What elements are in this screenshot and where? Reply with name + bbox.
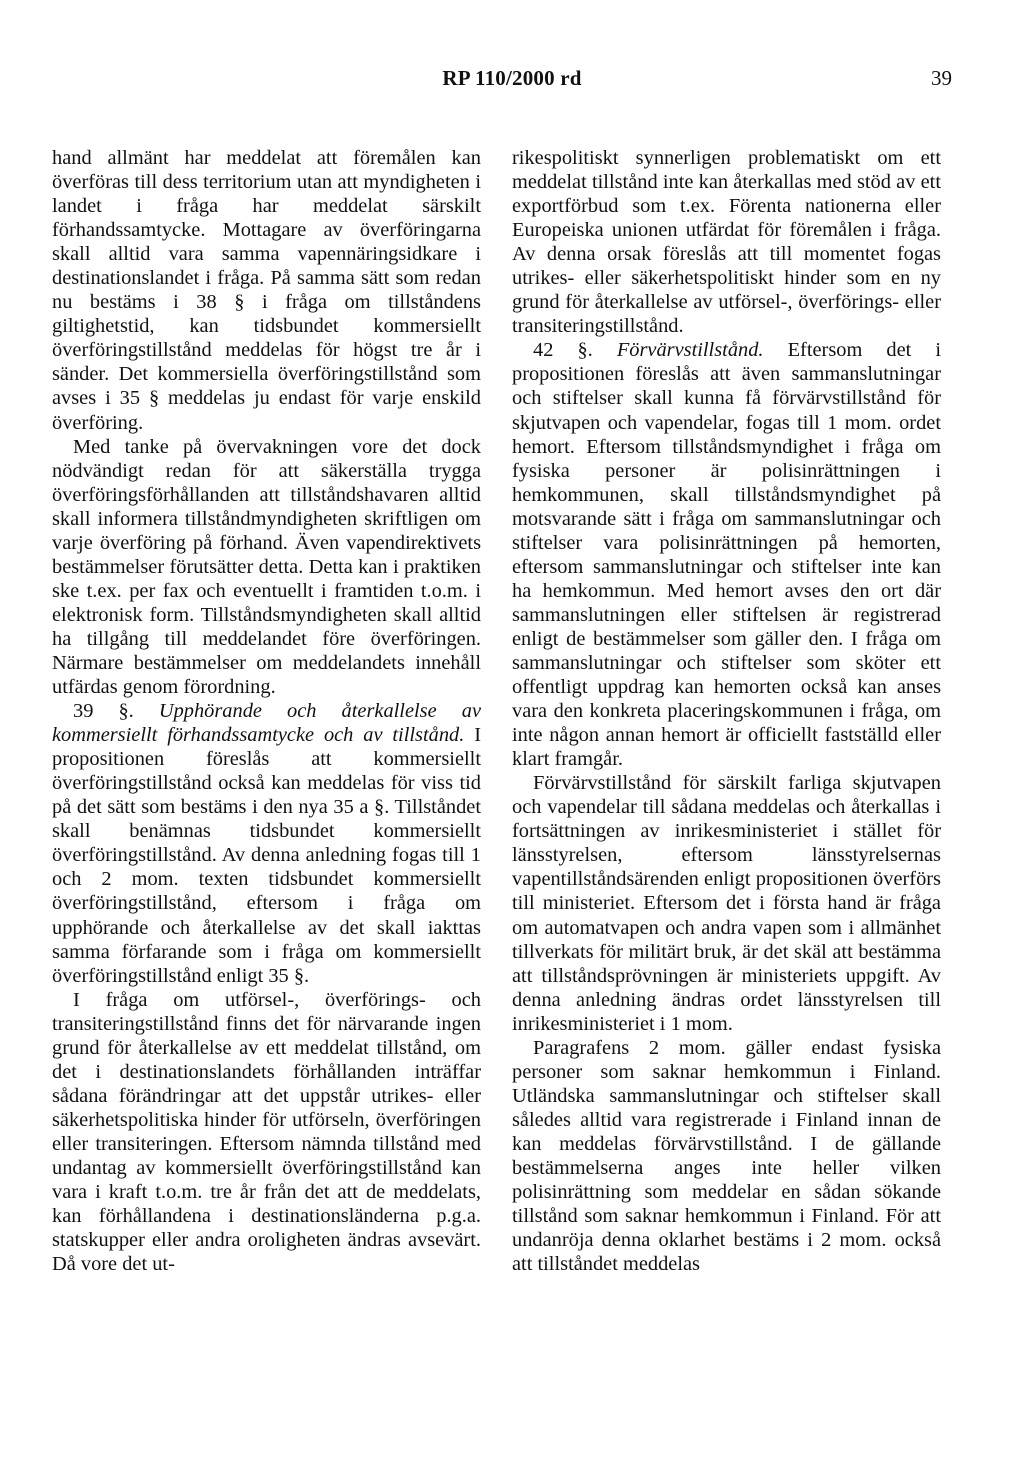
section-39-body: I propositionen föreslås att kommersiellt överföringstillstånd också kan meddelas för viss tid på det sätt som bestäms i den nya 35 a §. Tillståndet skall benämnas tidsbundet kommersiellt överföringstillstånd. Av denna anledning fogas till 1 och 2 mom. texten tidsbundet kommersiellt överföringstillstånd, eftersom i fråga om upphörande och återkallelse av det skall iakttas samma förfarande som i fråga om kommersiellt överföringstillstånd enligt 35 §. <box>52 724 481 987</box>
right-paragraph-2: Förvärvstillstånd för särskilt farliga skjutvapen och vapendelar till sådana meddelas och återkallas i fortsättningen av inrikesministeriet i stället för länsstyrelsen, eftersom länsstyrelsernas vapentillståndsärenden enligt propositionen överförs till ministeriet. Eftersom det i första hand är fråga om automatvapen och andra vapen som i allmänhet tillverkats för militärt bruk, är det skäl att bestämma att tillståndsprövningen är ministeriets uppgift. Av denna anledning ändras ordet länsstyrelsen till inrikesministeriet i 1 mom. <box>512 772 941 1035</box>
right-paragraph-continued: rikespolitiskt synnerligen problematiskt om ett meddelat tillstånd inte kan återkallas med stöd av ett exportförbud som t.ex. Förenta nationerna eller Europeiska unionen utfärdat för föremålen i fråga. Av denna orsak föreslås att till momentet fogas utrikes- eller säkerhetspolitiskt hinder som en ny grund för återkallelse av utförsel-, överförings- eller transiteringstillstånd. <box>512 147 941 338</box>
left-paragraph-3: I fråga om utförsel-, överförings- och transiteringstillstånd finns det för närvarande ingen grund för återkallelse av ett meddelat tillstånd, om det i destinationslandets förhållanden inträffar sådana förändringar att det uppstår utrikes- eller säkerhetspolitiska hinder för utförseln, överföringen eller transiteringen. Eftersom nämnda tillstånd med undantag av kommersiellt överföringstillstånd kan vara i kraft t.o.m. tre år från det att de meddelats, kan förhållandena i destinationsländerna p.g.a. statskupper eller andra oroligheten ändras avsevärt. Då vore det ut- <box>52 988 481 1276</box>
left-column <box>52 146 481 1276</box>
right-column <box>512 146 941 1276</box>
section-42-paragraph <box>512 338 941 771</box>
section-39-number: 39 §. <box>73 700 134 723</box>
right-paragraph-3: Paragrafens 2 mom. gäller endast fysiska personer som saknar hemkommun i Finland. Utländska sammanslutningar och stiftelser skall således alltid vara registrerade i Finland innan de kan meddelas förvärvstillstånd. I de gällande bestämmelserna anges inte heller vilken polisinrättning som meddelar en sådan sökande tillstånd som saknar hemkommun i Finland. För att undanröja denna oklarhet bestäms i 2 mom. också att tillståndet meddelas <box>512 1036 941 1276</box>
left-paragraph-2: Med tanke på övervakningen vore det dock nödvändigt redan för att säkerställa trygga överföringsförhållanden att tillståndshavaren alltid skall informera tillståndmyndigheten skriftligen om varje överföring på förhand. Även vapendirektivets bestämmelser förutsätter detta. Detta kan i praktiken ske t.ex. per fax och eventuellt i framtiden t.o.m. i elektronisk form. Tillståndsmyndigheten skall alltid ha tillgång till meddelandet före överföringen. Närmare bestämmelser om meddelandets innehåll utfärdas genom förordning. <box>52 435 481 699</box>
section-39-heading <box>52 700 481 746</box>
section-42-title: Förvärvstillstånd. <box>616 339 764 362</box>
page-number: 39 <box>931 66 952 90</box>
section-42-heading <box>533 339 764 361</box>
running-title: RP 110/2000 rd <box>442 66 582 90</box>
section-42-number: 42 §. <box>533 339 593 362</box>
section-42-body: Eftersom det i propositionen föreslås att även sammanslutningar och stiftelser skall kunna få förvärvstillstånd för skjutvapen och vapendelar, fogas till 1 mom. ordet hemort. Eftersom tillståndsmyndighet i fråga om fysiska personer är polisinrättningen i hemkommunen, skall tillståndsmyndighet på motsvarande sätt i fråga om sammanslutningar och stiftelser vara polisinrättningen på hemorten, eftersom sammanslutningar och stiftelser inte kan ha hemkommun. Med hemort avses den ort där sammanslutningen eller stiftelsen är registrerad enligt de bestämmelser som gäller den. I fråga om sammanslutningar och stiftelser som sköter ett offentligt uppdrag kan hemorten också kan anses vara den konkreta placeringskommunen i fråga, om inte någon annan hemort är officiellt fastställd eller klart framgår. <box>512 339 942 771</box>
section-39-title: Upphörande och återkallelse av kommersiellt förhandssamtycke och av tillstånd. <box>52 700 481 747</box>
left-paragraph-1: hand allmänt har meddelat att föremålen kan överföras till dess territorium utan att myndigheten i landet i fråga har meddelat särskilt förhandssamtycke. Mottagare av överföringarna skall alltid vara samma vapennäringsidkare i destinationslandet i fråga. På samma sätt som redan nu bestäms i 38 § i fråga om tillståndens giltighetstid, kan tidsbundet kommersiellt överföringstillstånd meddelas för högst tre år i sänder. Det kommersiella överföringstillstånd som avses i 35 § meddelas ju endast för varje enskild överföring. <box>52 147 481 434</box>
section-39-paragraph <box>52 699 481 988</box>
